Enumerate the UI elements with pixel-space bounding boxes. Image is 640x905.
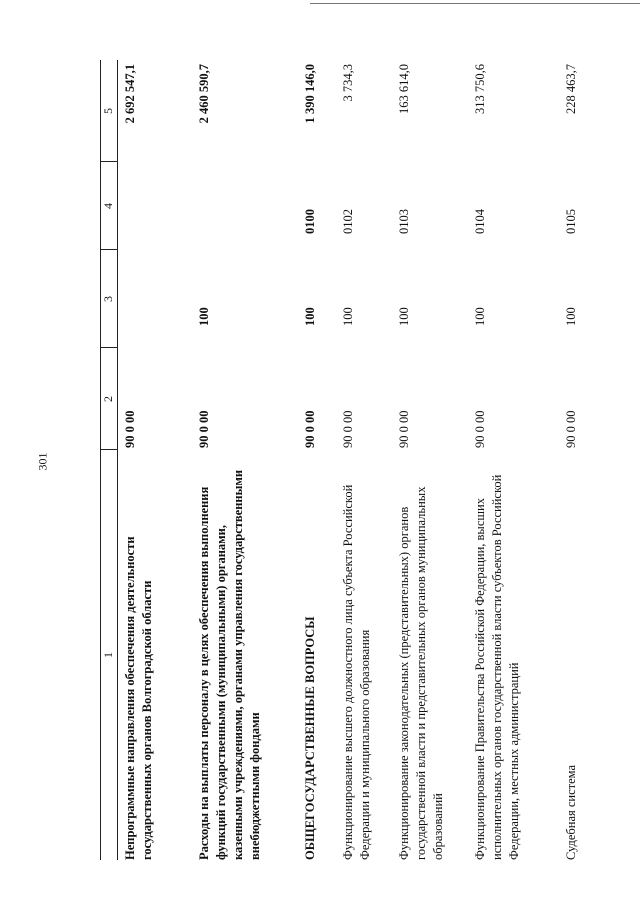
row-3-rzpr: 0100: [303, 209, 317, 234]
row-5-rzpr: 0103: [397, 209, 411, 234]
row-5-vr: 100: [397, 307, 411, 326]
row-4-csr: 90 0 00: [341, 410, 355, 448]
row-3-sum: 1 390 146,0: [303, 64, 317, 124]
row-3-name: ОБЩЕГОСУДАРСТВЕННЫЕ ВОПРОСЫ: [303, 616, 317, 860]
row-4-name: Функционирование высшего должностного лица субъекта Российской Федерации и муниципального образования: [341, 484, 372, 860]
header-col-2: 2: [101, 396, 115, 402]
budget-table: [100, 60, 640, 860]
row-2-csr: 90 0 00: [197, 410, 211, 448]
header-col-1: 1: [101, 652, 115, 658]
table-grid: [100, 60, 640, 860]
row-7-vr: 100: [564, 307, 578, 326]
page-number: 301: [35, 452, 50, 471]
row-1-sum: 2 692 547,1: [123, 64, 137, 124]
top-rule: [310, 3, 640, 4]
header-bottom-rule: [117, 60, 118, 860]
row-2-vr: 100: [197, 307, 211, 326]
header-col-3: 3: [101, 296, 115, 302]
rotated-page: [100, 60, 640, 860]
row-5-csr: 90 0 00: [397, 410, 411, 448]
header-col-5: 5: [101, 108, 115, 114]
row-6-csr: 90 0 00: [473, 410, 487, 448]
row-5-name: Функционирование законодательных (представительных) органов государственной власти и представительных органов муниципальных образований: [397, 486, 445, 860]
row-2-name: Расходы на выплаты персоналу в целях обеспечения выполнения функций государственными (муниципальными) органами, казенными учреждениями, органами управления государственными внебюджетными фондами: [197, 469, 262, 860]
row-7-name: Судебная система: [564, 764, 578, 860]
row-1-csr: 90 0 00: [123, 410, 137, 448]
row-6-vr: 100: [473, 307, 487, 326]
row-5-sum: 163 614,0: [397, 64, 411, 114]
row-3-vr: 100: [303, 307, 317, 326]
row-2-sum: 2 460 590,7: [197, 64, 211, 124]
row-7-rzpr: 0105: [564, 209, 578, 234]
row-1-name: Непрограммные направления обеспечения деятельности государственных органов Волгоградской области: [123, 536, 154, 860]
row-3-csr: 90 0 00: [303, 410, 317, 448]
row-7-sum: 228 463,7: [564, 64, 578, 114]
header-col-4: 4: [101, 203, 115, 209]
row-6-sum: 313 750,6: [473, 64, 487, 114]
row-4-rzpr: 0102: [341, 209, 355, 234]
row-6-name: Функционирование Правительства Российской Федерации, высших исполнительных органов государственной власти субъектов Российской Федерации, местных администраций: [473, 474, 521, 860]
row-7-csr: 90 0 00: [564, 410, 578, 448]
row-4-sum: 3 734,3: [341, 64, 355, 102]
row-6-rzpr: 0104: [473, 209, 487, 234]
row-4-vr: 100: [341, 307, 355, 326]
